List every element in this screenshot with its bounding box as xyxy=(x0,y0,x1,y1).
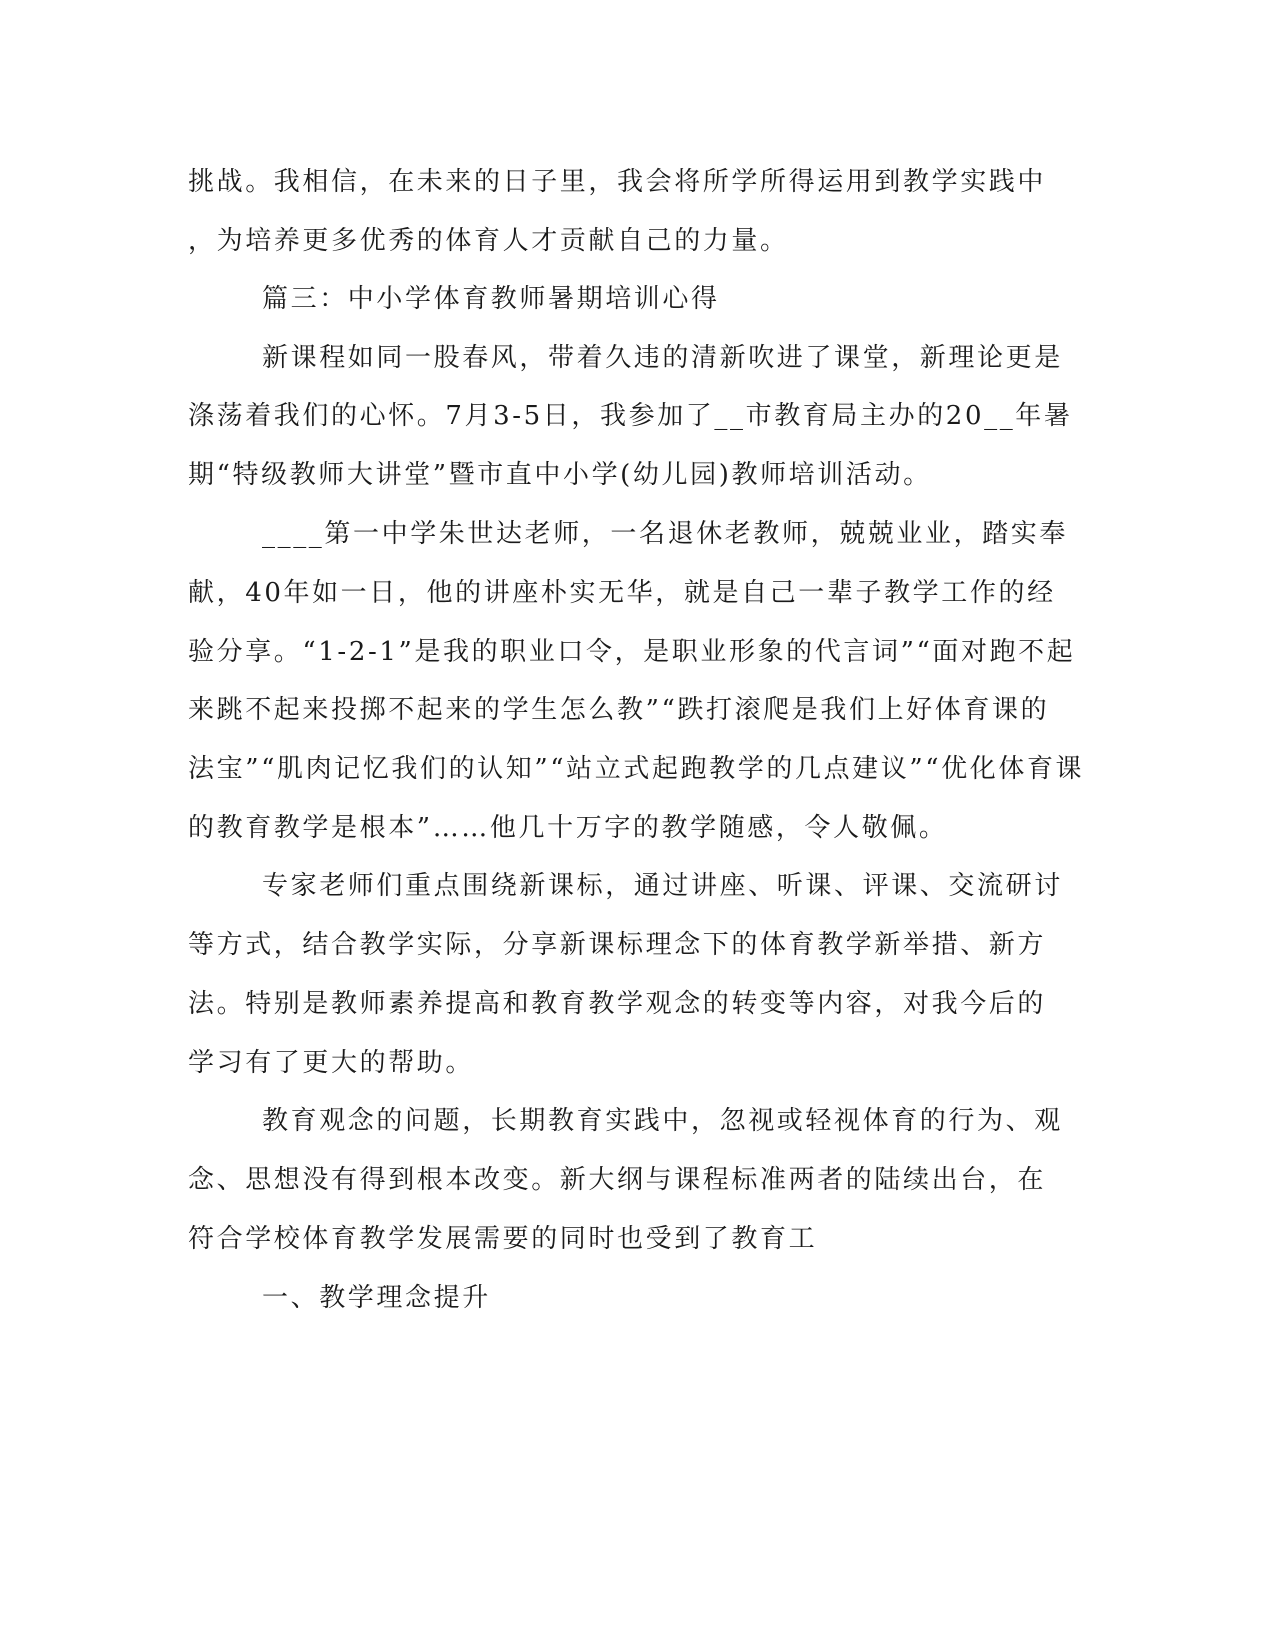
paragraph-line: 涤荡着我们的心怀。7月3-5日，我参加了__市教育局主办的20__年暑 xyxy=(188,401,1073,431)
paragraph-line: 新课程如同一股春风，带着久违的清新吹进了课堂，新理论更是 xyxy=(262,343,1063,373)
paragraph-line: 的教育教学是根本”……他几十万字的教学随感，令人敬佩。 xyxy=(188,813,948,843)
paragraph-line: 等方式，结合教学实际，分享新课标理念下的体育教学新举措、新方 xyxy=(188,930,1047,960)
paragraph-line: 学习有了更大的帮助。 xyxy=(188,1048,475,1078)
paragraph-line: 献，40年如一日，他的讲座朴实无华，就是自己一辈子教学工作的经 xyxy=(188,578,1056,608)
paragraph-line: 符合学校体育教学发展需要的同时也受到了教育工 xyxy=(188,1224,818,1254)
paragraph-line: ，为培养更多优秀的体育人才贡献自己的力量。 xyxy=(188,226,789,256)
paragraph-line: 挑战。我相信，在未来的日子里，我会将所学所得运用到教学实践中 xyxy=(188,167,1047,197)
paragraph-line: 期“特级教师大讲堂”暨市直中小学(幼儿园)教师培训活动。 xyxy=(188,460,932,490)
paragraph-line: 念、思想没有得到根本改变。新大纲与课程标准两者的陆续出台，在 xyxy=(188,1165,1047,1195)
paragraph-line: 验分享。“1-2-1”是我的职业口令，是职业形象的代言词”“面对跑不起 xyxy=(188,637,1076,667)
subsection-heading: 一、教学理念提升 xyxy=(262,1283,491,1313)
paragraph-line: 来跳不起来投掷不起来的学生怎么教”“跌打滚爬是我们上好体育课的 xyxy=(188,695,1050,725)
paragraph-line: ____第一中学朱世达老师，一名退休老教师，兢兢业业，踏实奉 xyxy=(262,519,1069,549)
paragraph-line: 教育观念的问题，长期教育实践中，忽视或轻视体育的行为、观 xyxy=(262,1106,1063,1136)
section-heading: 篇三：中小学体育教师暑期培训心得 xyxy=(262,284,720,314)
paragraph-line: 专家老师们重点围绕新课标，通过讲座、听课、评课、交流研讨 xyxy=(262,871,1063,901)
paragraph-line: 法宝”“肌肉记忆我们的认知”“站立式起跑教学的几点建议”“优化体育课 xyxy=(188,754,1085,784)
paragraph-line: 法。特别是教师素养提高和教育教学观念的转变等内容，对我今后的 xyxy=(188,989,1047,1019)
